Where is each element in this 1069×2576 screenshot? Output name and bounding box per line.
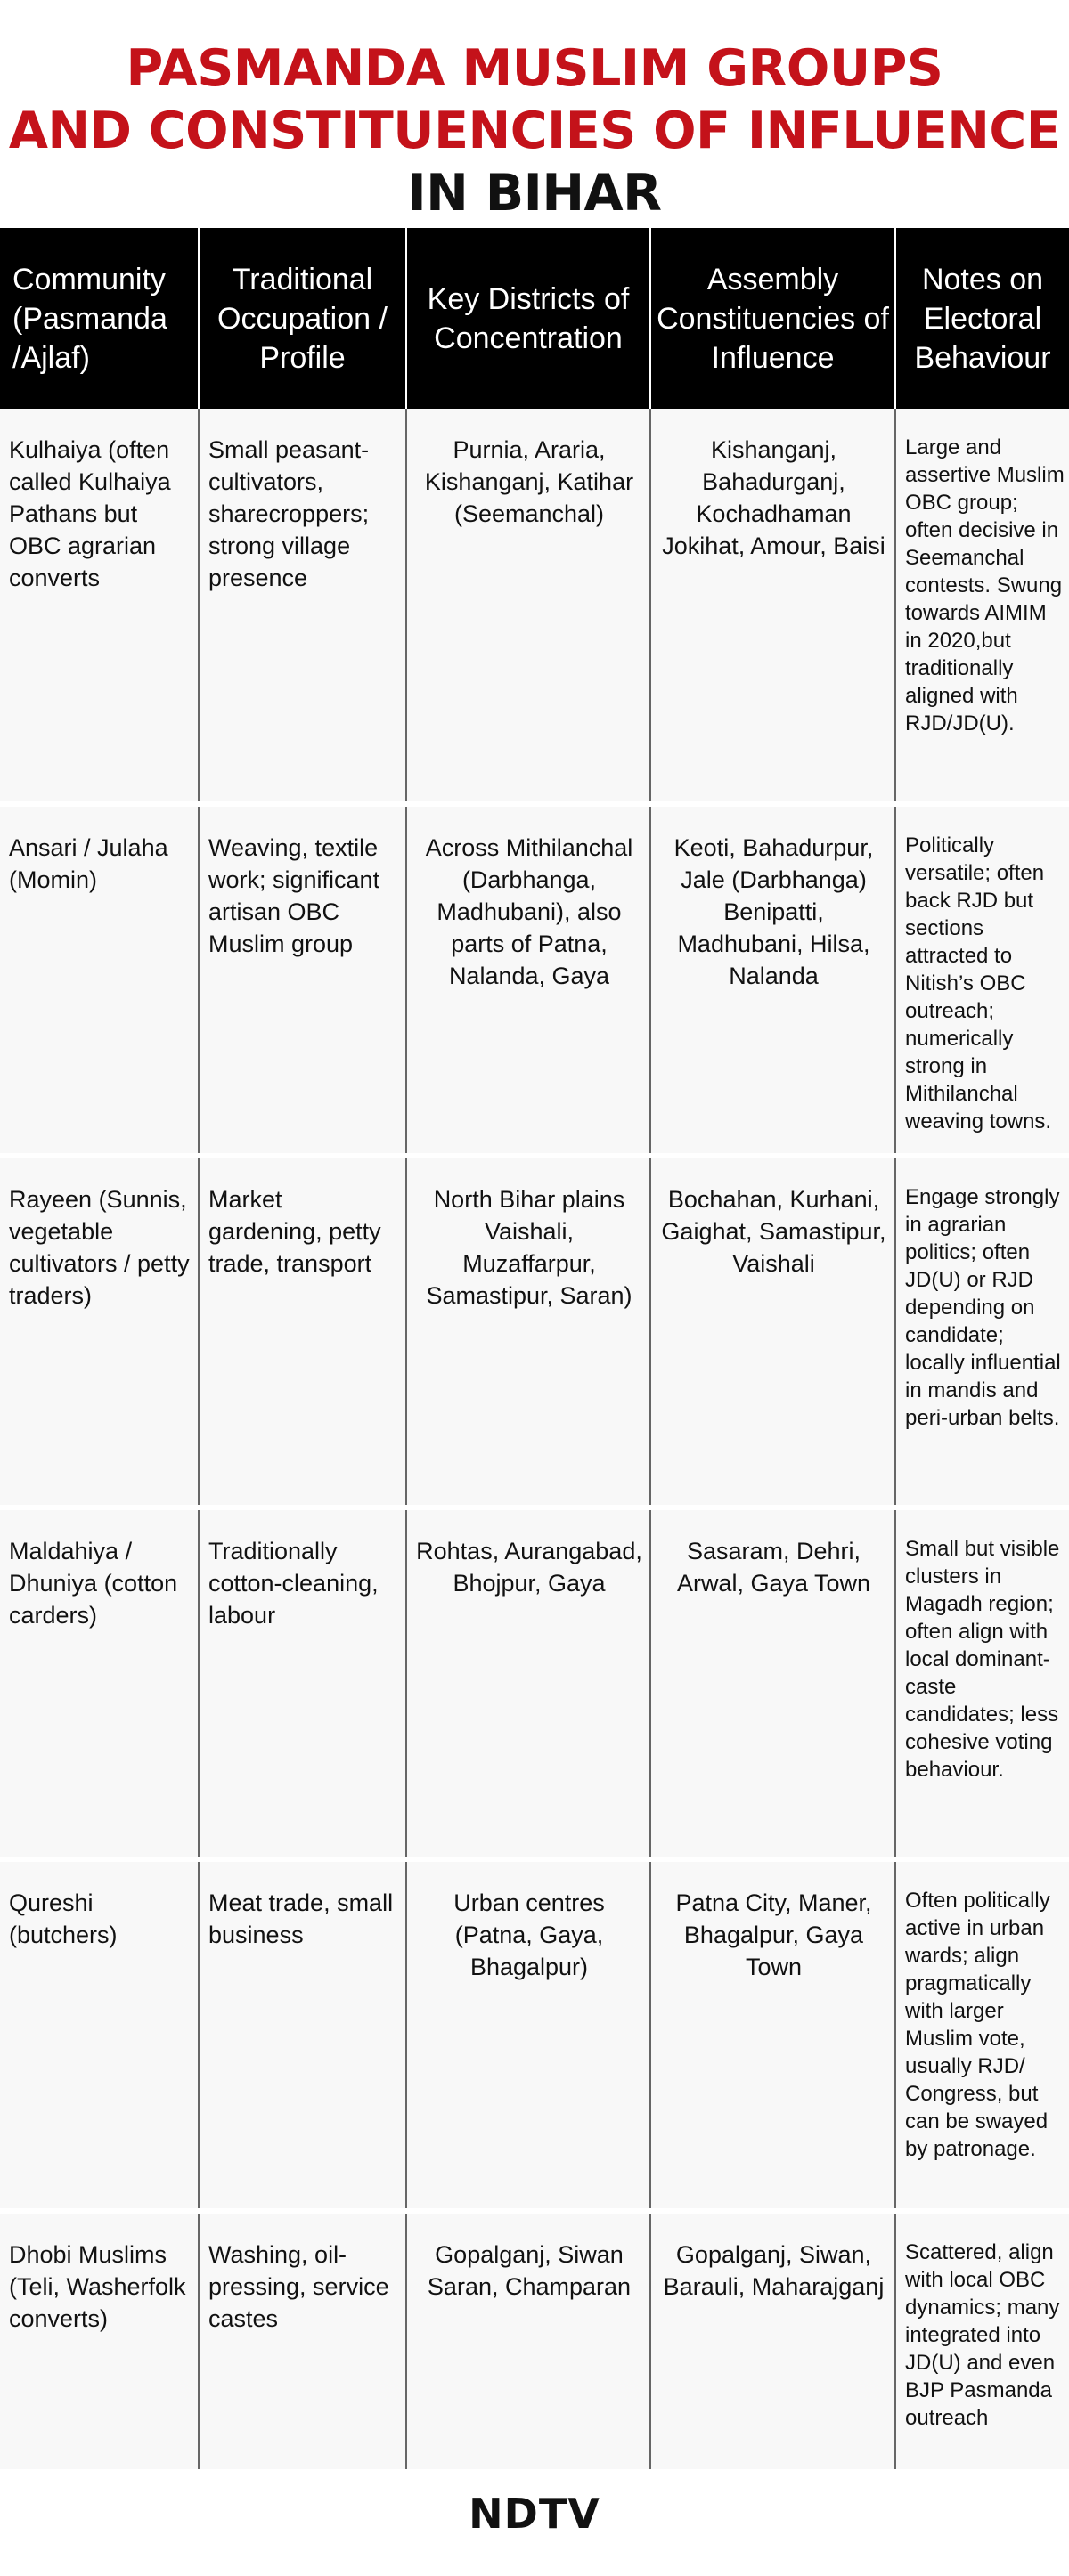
cell-districts: Gopalganj, Siwan Saran, Champaran xyxy=(406,2211,650,2469)
cell-notes: Engage strongly in agrarian politics; often JD(U) or RJD depending on candidate; locally influential in mandis and peri-urban belts. xyxy=(895,1156,1069,1507)
header-community: Community (Pasmanda /Ajlaf) xyxy=(0,228,199,409)
cell-notes: Politically versatile; often back RJD but sections attracted to Nitish’s OBC outreach; numerically strong in Mithilanchal weaving towns. xyxy=(895,804,1069,1156)
cell-districts: Purnia, Araria, Kishanganj, Katihar (Seemanchal) xyxy=(406,409,650,804)
infographic-title xyxy=(0,0,1069,228)
header-districts: Key Districts of Concentration xyxy=(406,228,650,409)
cell-constituencies: Gopalganj, Siwan, Barauli, Maharajganj xyxy=(650,2211,895,2469)
cell-occupation: Washing, oil-pressing, service castes xyxy=(199,2211,406,2469)
pasmanda-groups-table xyxy=(0,228,1069,2469)
header-constituencies: Assembly Constituencies of Influence xyxy=(650,228,895,409)
cell-districts: North Bihar plains Vaishali, Muzaffarpur, Samastipur, Saran) xyxy=(406,1156,650,1507)
header-occupation: Traditional Occupation / Profile xyxy=(199,228,406,409)
cell-constituencies: Keoti, Bahadurpur, Jale (Darbhanga) Benipatti, Madhubani, Hilsa, Nalanda xyxy=(650,804,895,1156)
cell-districts: Across Mithilanchal (Darbhanga, Madhubani), also parts of Patna, Nalanda, Gaya xyxy=(406,804,650,1156)
cell-notes: Large and assertive Muslim OBC group; often decisive in Seemanchal contests. Swung towards AIMIM in 2020,but traditionally aligned with RJD/JD(U). xyxy=(895,409,1069,804)
cell-districts: Urban centres (Patna, Gaya, Bhagalpur) xyxy=(406,1859,650,2211)
cell-community: Dhobi Muslims (Teli, Washerfolk converts) xyxy=(0,2211,199,2469)
cell-occupation: Meat trade, small business xyxy=(199,1859,406,2211)
title-line-1: PASMANDA MUSLIM GROUPS xyxy=(126,39,943,98)
table-header xyxy=(0,228,1069,409)
cell-community: Rayeen (Sunnis, vegetable cultivators / petty traders) xyxy=(0,1156,199,1507)
header-notes: Notes on Electoral Behaviour xyxy=(895,228,1069,409)
cell-occupation: Small peasant-cultivators, sharecroppers; strong village presence xyxy=(199,409,406,804)
cell-occupation: Market gardening, petty trade, transport xyxy=(199,1156,406,1507)
table-row xyxy=(0,409,1069,804)
cell-constituencies: Sasaram, Dehri, Arwal, Gaya Town xyxy=(650,1507,895,1859)
cell-districts: Rohtas, Aurangabad, Bhojpur, Gaya xyxy=(406,1507,650,1859)
table-row xyxy=(0,804,1069,1156)
cell-community: Maldahiya / Dhuniya (cotton carders) xyxy=(0,1507,199,1859)
footer xyxy=(0,2469,1069,2558)
table-body xyxy=(0,409,1069,2469)
table-row xyxy=(0,2211,1069,2469)
cell-occupation: Traditionally cotton-cleaning, labour xyxy=(199,1507,406,1859)
table-row xyxy=(0,1156,1069,1507)
cell-community: Qureshi (butchers) xyxy=(0,1859,199,2211)
table-row xyxy=(0,1507,1069,1859)
title-line-2: AND CONSTITUENCIES OF INFLUENCE xyxy=(8,102,1061,160)
cell-constituencies: Bochahan, Kurhani, Gaighat, Samastipur, Vaishali xyxy=(650,1156,895,1507)
cell-community: Ansari / Julaha (Momin) xyxy=(0,804,199,1156)
ndtv-logo: NDTV xyxy=(469,2490,600,2538)
cell-notes: Small but visible clusters in Magadh region; often align with local dominant-caste candidates; less cohesive voting behaviour. xyxy=(895,1507,1069,1859)
cell-occupation: Weaving, textile work; significant artisan OBC Muslim group xyxy=(199,804,406,1156)
table-row xyxy=(0,1859,1069,2211)
header-row xyxy=(0,228,1069,409)
cell-notes: Often politically active in urban wards; align pragmatically with larger Muslim vote, usually RJD/ Congress, but can be swayed by patronage. xyxy=(895,1859,1069,2211)
cell-community: Kulhaiya (often called Kulhaiya Pathans but OBC agrarian converts xyxy=(0,409,199,804)
cell-notes: Scattered, align with local OBC dynamics; many integrated into JD(U) and even BJP Pasmanda outreach xyxy=(895,2211,1069,2469)
cell-constituencies: Kishanganj, Bahadurganj, Kochadhaman Jokihat, Amour, Baisi xyxy=(650,409,895,804)
cell-constituencies: Patna City, Maner, Bhagalpur, Gaya Town xyxy=(650,1859,895,2211)
title-line-3: IN BIHAR xyxy=(407,164,662,223)
